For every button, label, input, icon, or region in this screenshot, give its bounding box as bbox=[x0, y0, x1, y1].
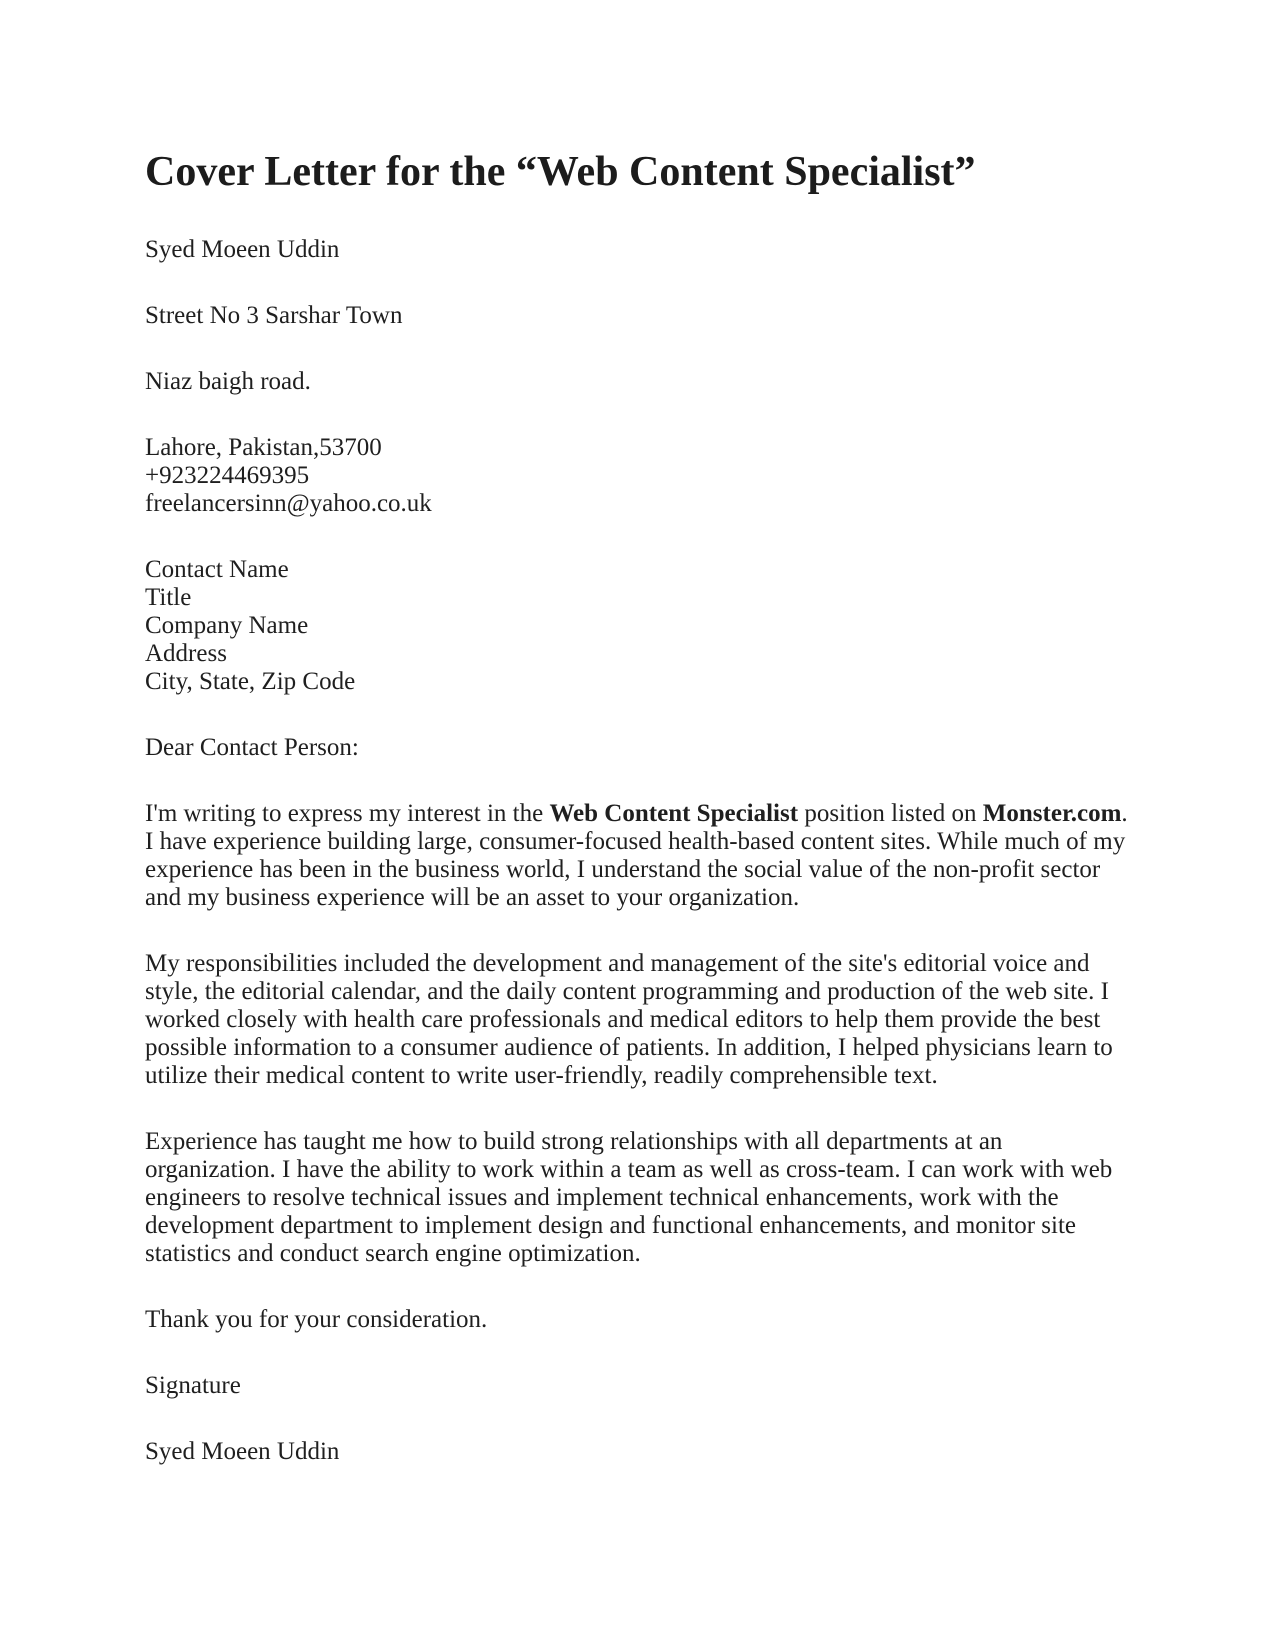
sender-name: Syed Moeen Uddin bbox=[145, 236, 340, 263]
text-line: Title bbox=[145, 584, 192, 611]
bold-text-run: Monster.com bbox=[982, 800, 1122, 827]
text-run: I'm writing to express my interest in the bbox=[145, 800, 550, 827]
text-line: +923224469395 bbox=[145, 462, 310, 489]
sender-road: Niaz baigh road. bbox=[145, 368, 311, 395]
recipient-block bbox=[145, 556, 1130, 696]
sender-street: Street No 3 Sarshar Town bbox=[145, 302, 403, 329]
closing-line: Thank you for your consideration. bbox=[145, 1306, 488, 1333]
salutation: Dear Contact Person: bbox=[145, 734, 359, 761]
paragraph-intro bbox=[145, 800, 1130, 912]
text-run: . I have experience building large, consumer-focused health-based content sites. While much of my experience has been in the business world, I understand the social value of the non-profit sector and my business experience will be an asset to your organization. bbox=[145, 800, 1128, 911]
letter-title: Cover Letter for the “Web Content Specialist” bbox=[145, 149, 976, 195]
signature-label: Signature bbox=[145, 1372, 241, 1399]
text-line: City, State, Zip Code bbox=[145, 668, 356, 695]
text-line: freelancersinn@yahoo.co.uk bbox=[145, 490, 432, 517]
paragraph-experience: Experience has taught me how to build strong relationships with all departments at an organization. I have the ability to work within a team as well as cross-team. I can work with web engineers to resolve technical issues and implement technical enhancements, work with the development department to implement design and functional enhancements, and monitor site statistics and conduct search engine optimization. bbox=[145, 1128, 1113, 1267]
text-line: Address bbox=[145, 640, 227, 667]
signature-name: Syed Moeen Uddin bbox=[145, 1438, 340, 1465]
sender-contact-block bbox=[145, 434, 1130, 518]
text-run: position listed on bbox=[798, 800, 983, 827]
paragraph-responsibilities: My responsibilities included the development and management of the site's editorial voice and style, the editorial calendar, and the daily content programming and production of the web site. I worked closely with health care professionals and medical editors to help them provide the best possible information to a consumer audience of patients. In addition, I helped physicians learn to utilize their medical content to write user-friendly, readily comprehensible text. bbox=[145, 950, 1113, 1089]
text-line: Company Name bbox=[145, 612, 309, 639]
text-line: Contact Name bbox=[145, 556, 289, 583]
bold-text-run: Web Content Specialist bbox=[549, 800, 799, 827]
text-line: Lahore, Pakistan,53700 bbox=[145, 434, 382, 461]
